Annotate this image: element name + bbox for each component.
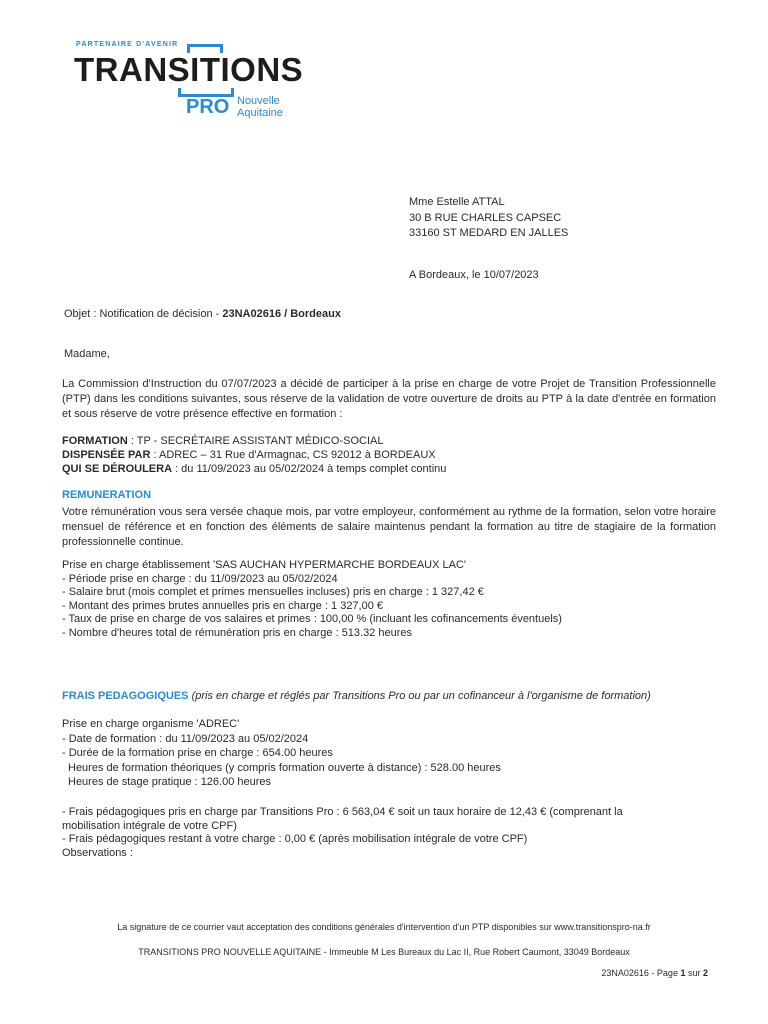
frais-line: mobilisation intégrale de votre CPF) [62, 819, 237, 832]
deroulera-label: QUI SE DÉROULERA [62, 463, 173, 475]
page-total: 2 [702, 968, 708, 978]
frais-line: Observations : [62, 846, 133, 859]
formation-line [62, 434, 446, 448]
remuneration-line: - Nombre d'heures total de rémunération pris en charge : 513.32 heures [62, 626, 413, 639]
date-line: A Bordeaux, le 10/07/2023 [409, 269, 539, 281]
formation-value: : TP - SECRÉTAIRE ASSISTANT MÉDICO-SOCIAL [127, 435, 384, 447]
logo-region [237, 95, 283, 119]
logo-pro: PRO [186, 96, 230, 118]
objet-ref: 23NA02616 / Bordeaux [222, 308, 341, 320]
dispensee-label: DISPENSÉE PAR [62, 449, 151, 461]
deroulera-value: : du 11/09/2023 au 05/02/2024 à temps complet continu [172, 463, 447, 475]
salutation: Madame, [64, 348, 110, 360]
page-number [601, 968, 708, 978]
frais-title: FRAIS PEDAGOGIQUES [62, 690, 189, 702]
logo-region-line2: Aquitaine [237, 107, 283, 119]
frais-note: (pris en charge et réglés par Transitions Pro ou par un cofinanceur à l'organisme de formation) [188, 690, 651, 702]
formation-label: FORMATION [62, 435, 128, 447]
page-mid: sur [685, 968, 703, 978]
frais-line: Prise en charge organisme 'ADREC' [62, 718, 240, 730]
footer-address: TRANSITIONS PRO NOUVELLE AQUITAINE - Immeuble M Les Bureaux du Lac II, Rue Robert Caumont, 33049 Bordeaux [138, 947, 630, 957]
remuneration-title: REMUNERATION [62, 489, 152, 501]
frais-line: - Durée de la formation prise en charge : 654.00 heures [62, 747, 333, 759]
remuneration-text: Votre rémunération vous sera versée chaque mois, par votre employeur, conformément au rythme de la formation, selon votre horaire mensuel de référence et en fonction des éléments de salaire maintenus pendant la formation au titre de stagiaire de la formation professionnelle continue. [62, 506, 716, 548]
logo-tagline: PARTENAIRE D'AVENIR [76, 41, 179, 48]
recipient-name: Mme Estelle ATTAL [409, 196, 505, 208]
intro-paragraph: La Commission d'Instruction du 07/07/2023 a décidé de participer à la prise en charge de votre Projet de Transition Professionnelle (PTP) dans les conditions suivantes, sous réserve de la validation de votre ouverture de droits au PTP à la date d'entrée en formation et sous réserve de votre présence effective en formation : [62, 378, 716, 420]
remuneration-line: Prise en charge établissement 'SAS AUCHAN HYPERMARCHE BORDEAUX LAC' [62, 559, 467, 571]
remuneration-line: - Période prise en charge : du 11/09/2023 au 05/02/2024 [62, 572, 338, 585]
remuneration-line: - Montant des primes brutes annuelles pris en charge : 1 327,00 € [62, 599, 384, 612]
frais-line: - Frais pédagogiques pris en charge par Transitions Pro : 6 563,04 € soit un taux horaire de 12,43 € (comprenant la [62, 806, 623, 818]
recipient-city: 33160 ST MEDARD EN JALLES [409, 227, 569, 239]
footer-conditions: La signature de ce courrier vaut acceptation des conditions générales d'intervention d'un PTP disponibles sur www.transitionspro-na.fr [117, 922, 651, 932]
page-prefix: 23NA02616 - Page [601, 968, 681, 978]
remuneration-line: - Salaire brut (mois complet et primes mensuelles incluses) pris en charge : 1 327,42 € [62, 586, 484, 599]
frais-line: Heures de stage pratique : 126.00 heures [68, 776, 272, 788]
frais-lines [62, 717, 501, 790]
dispensee-value: : ADREC – 31 Rue d'Armagnac, CS 92012 à BORDEAUX [150, 449, 436, 461]
logo-region-line1: Nouvelle [237, 95, 280, 107]
remuneration-lines [62, 559, 562, 641]
deroulera-line [62, 462, 446, 476]
remuneration-line: - Taux de prise en charge de vos salaires et primes : 100,00 % (incluant les cofinancements éventuels) [62, 613, 562, 626]
frais-lines-2 [62, 806, 623, 860]
objet-label: Objet : Notification de décision - [64, 308, 223, 320]
objet-line [64, 308, 341, 320]
recipient-street: 30 B RUE CHARLES CAPSEC [409, 211, 562, 224]
frais-line: - Date de formation : du 11/09/2023 au 05/02/2024 [62, 732, 309, 745]
recipient-address [409, 195, 568, 242]
page-current: 1 [680, 968, 686, 978]
frais-line: - Frais pédagogiques restant à votre charge : 0,00 € (après mobilisation intégrale de votre CPF) [62, 833, 528, 845]
formation-block [62, 434, 446, 476]
logo-name: TRANSITIONS [74, 51, 304, 88]
dispensee-line [62, 448, 446, 462]
frais-line: Heures de formation théoriques (y compris formation ouverte à distance) : 528.00 heures [68, 761, 501, 774]
frais-heading [62, 690, 651, 702]
